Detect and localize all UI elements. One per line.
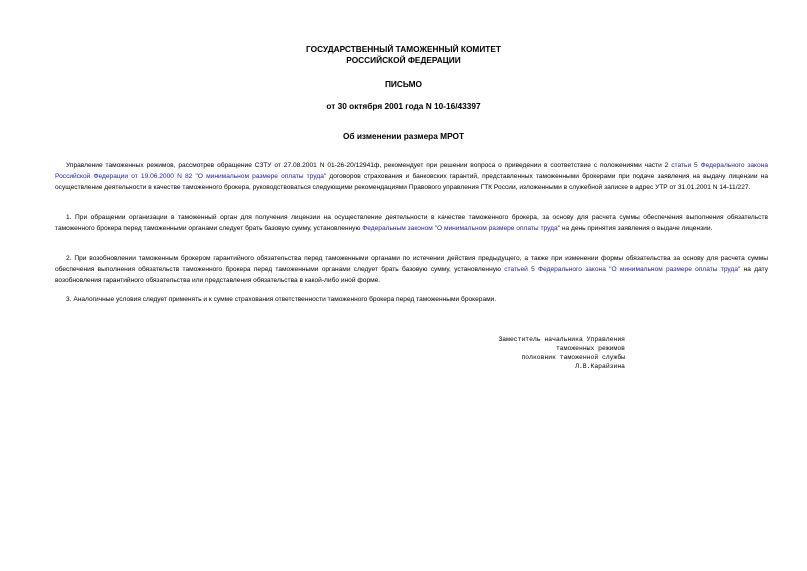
federal-law-link[interactable]: Федеральным законом "О минимальном размере оплаты труда" — [362, 225, 561, 232]
org-name-line1: ГОСУДАРСТВЕННЫЙ ТАМОЖЕННЫЙ КОМИТЕТ — [306, 44, 501, 54]
paragraph-text: на дату возобновления гарантийного обязательства или представления обязательства в какой-либо иной форме. — [55, 266, 768, 284]
paragraph-text: 1. При обращении организации в таможенный орган для получения лицензии на осуществление деятельности в качестве таможенного брокера, за основу для расчета суммы обеспечения выполнения обязательств таможенного брокера перед таможенными органами следует брать базовую сумму, установленную — [55, 214, 768, 232]
signature-position: Заместитель начальника Управления — [498, 336, 625, 343]
doc-date: от 30 октября 2001 года N 10-16/43397 — [326, 101, 481, 111]
paragraph-3 — [55, 294, 768, 305]
paragraph-2 — [55, 253, 768, 286]
law-article-5-link[interactable]: статьи 5 Федерального закона Российской Федерации от 19.06.2000 N 82 "О минимальном размере оплаты труда" — [55, 162, 768, 180]
paragraph-intro — [55, 160, 768, 193]
paragraph-text: 2. При возобновлении таможенным брокером гарантийного обязательства перед таможенными органами по истечении действия предыдущего, а также при изменении формы обязательства за основу для расчета суммы обеспечения выполнения обязательств таможенного брокера перед таможенными органами следует брать базовую сумму, установленную — [55, 255, 768, 273]
doc-subject: Об изменении размера МРОТ — [342, 131, 465, 141]
org-name-line2: РОССИЙСКОЙ ФЕДЕРАЦИИ — [346, 55, 461, 65]
doc-type: ПИСЬМО — [384, 79, 423, 89]
paragraph-text: Управление таможенных режимов, рассмотрев обращение СЗТУ от 27.08.2001 N 01-26-20/12941ф, рекомендует при решении вопроса о приведении в соответствие с положениями части 2 — [66, 162, 672, 169]
paragraph-text: 3. Аналогичные условия следует применять и к сумме страхования ответственности таможенного брокера перед таможенными брокерами. — [66, 296, 497, 303]
signature-rank: полковник таможенной службы — [521, 354, 625, 361]
law-article-5-link-2[interactable]: статьей 5 Федерального закона "О минимальном размере оплаты труда" — [504, 266, 741, 273]
paragraph-text: на день принятия заявления о выдаче лицензии. — [560, 225, 713, 232]
paragraph-1 — [55, 212, 768, 234]
signature-name: Л.В.Карайзина — [575, 363, 625, 370]
paragraph-text: договоров страхования и банковских гарантий, представленных таможенными брокерами при подаче заявления на выдачу лицензии на осуществление деятельности в качестве таможенного брокера, руководствоваться следующими рекомендациями Правового управления ГТК России, изложенными в служебной записке в адрес УТР от 31.01.2001 N 14-11/227. — [55, 173, 768, 191]
signature-department: таможенных режимов — [555, 345, 625, 352]
